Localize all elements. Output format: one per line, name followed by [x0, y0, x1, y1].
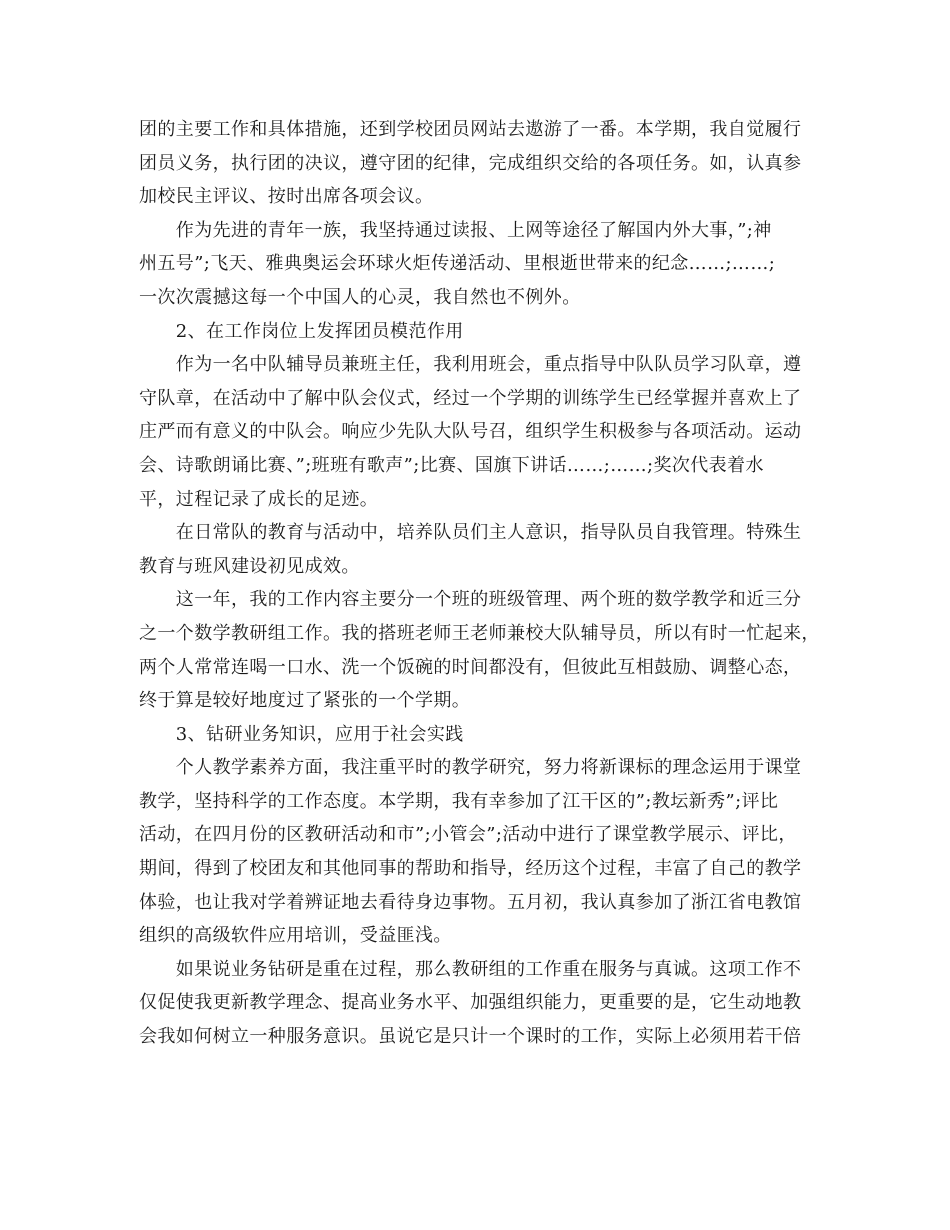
- text-line: 一次次震撼这每一个中国人的心灵，我自然也不例外。: [139, 286, 581, 308]
- document-body: [139, 113, 829, 1054]
- text-line: 团的主要工作和具体措施，还到学校团员网站去遨游了一番。本学期，我自觉履行: [139, 119, 802, 140]
- text-line: 活动，在四月份的区教研活动和市”;小管会”;活动中进行了课堂教学展示、评比，: [139, 824, 797, 846]
- text-line: 作为先进的青年一族，我坚持通过读报、上网等途径了解国内外大事，”;神: [139, 219, 772, 241]
- text-line: 平，过程记录了成长的足迹。: [139, 488, 379, 510]
- text-line: 会我如何树立一种服务意识。虽说它是只计一个课时的工作，实际上必须用若干倍: [139, 1026, 802, 1048]
- text-line: 庄严而有意义的中队会。响应少先队大队号召，组织学生积极参与各项活动。运动: [139, 421, 802, 443]
- text-line: 个人教学素养方面，我注重平时的教学研究，努力将新课标的理念运用于课堂: [139, 757, 802, 779]
- text-line: 教学，坚持科学的工作态度。本学期，我有幸参加了江干区的”;教坛新秀”;评比: [139, 790, 779, 812]
- text-line: 组织的高级软件应用培训，受益匪浅。: [139, 925, 452, 947]
- section-heading: 2、在工作岗位上发挥团员模范作用: [139, 320, 464, 342]
- section-heading: 3、钻研业务知识，应用于社会实践: [139, 723, 464, 745]
- text-line: 教育与班风建设初见成效。: [139, 555, 360, 577]
- text-line: 两个人常常连喝一口水、洗一个饭碗的时间都没有，但彼此互相鼓励、调整心态，: [139, 656, 802, 678]
- text-line: 加校民主评议、按时出席各项会议。: [139, 186, 434, 208]
- text-line: 守队章，在活动中了解中队会仪式，经过一个学期的训练学生已经掌握并喜欢上了: [139, 387, 802, 409]
- text-line: 体验，也让我对学着辨证地去看待身边事物。五月初，我认真参加了浙江省电教馆: [139, 891, 802, 913]
- text-line: 团员义务，执行团的决议，遵守团的纪律，完成组织交给的各项任务。如，认真参: [139, 152, 802, 174]
- text-line: 这一年，我的工作内容主要分一个班的班级管理、两个班的数学教学和近三分: [139, 589, 802, 611]
- text-line: 期间，得到了校团友和其他同事的帮助和指导，经历这个过程，丰富了自己的教学: [139, 858, 802, 880]
- text-line: 在日常队的教育与活动中，培养队员们主人意识，指导队员自我管理。特殊生: [139, 522, 802, 544]
- text-line: 如果说业务钻研是重在过程，那么教研组的工作重在服务与真诚。这项工作不: [139, 958, 802, 980]
- text-line: 仅促使我更新教学理念、提高业务水平、加强组织能力，更重要的是，它生动地教: [139, 992, 802, 1014]
- text-line: 终于算是较好地度过了紧张的一个学期。: [139, 690, 471, 712]
- text-line: 会、诗歌朗诵比赛、”;班班有歌声”;比赛、国旗下讲话……;……;奖次代表着水: [139, 454, 764, 476]
- text-line: 州五号”;飞天、雅典奥运会环球火炬传递活动、里根逝世带来的纪念……;……;: [139, 253, 776, 275]
- text-line: 之一个数学教研组工作。我的搭班老师王老师兼校大队辅导员，所以有时一忙起来，: [139, 622, 820, 644]
- text-line: 作为一名中队辅导员兼班主任，我利用班会，重点指导中队队员学习队章，遵: [139, 354, 802, 376]
